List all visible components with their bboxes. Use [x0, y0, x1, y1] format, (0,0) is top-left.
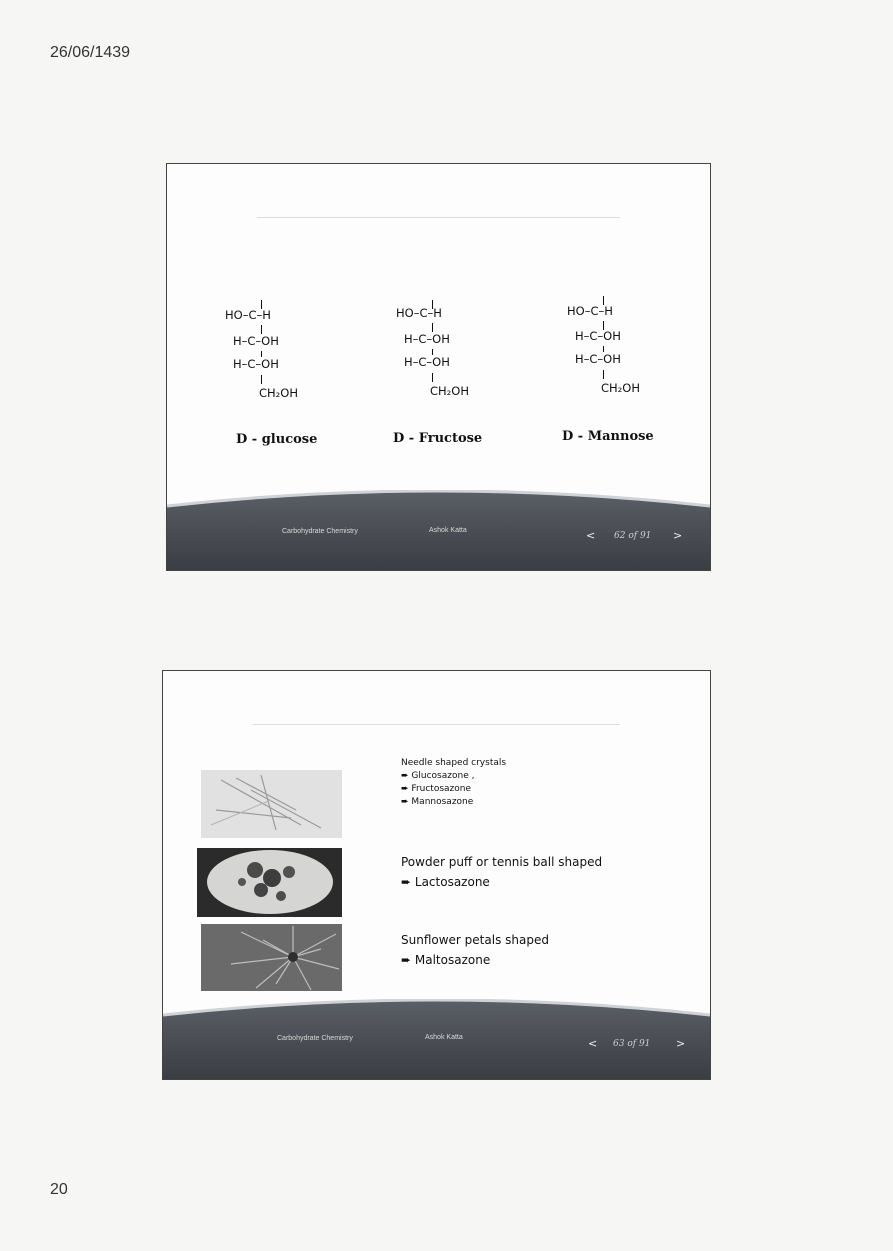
- sunflower-crystals-image: [201, 924, 342, 991]
- structure-label: D - Mannose: [562, 429, 654, 444]
- footer-course-title: Carbohydrate Chemistry: [277, 1035, 353, 1042]
- arrow-right-icon: ➨: [401, 875, 412, 889]
- footer-author: Ashok Katta: [429, 527, 467, 534]
- block-heading: Powder puff or tennis ball shaped: [401, 855, 603, 869]
- slide-footer: [163, 999, 710, 1079]
- structure-d-mannose: [567, 294, 657, 404]
- needle-crystals-image: [201, 770, 342, 838]
- arrow-right-icon: ➨: [401, 953, 412, 967]
- structure-d-glucose: [225, 296, 315, 406]
- osazone-list: [401, 872, 602, 892]
- arrow-right-icon: ➨: [401, 784, 409, 794]
- list-item: ➨ Maltosazone: [401, 950, 549, 970]
- osazone-list: [401, 770, 506, 809]
- next-slide-button[interactable]: >: [673, 529, 683, 542]
- block-heading: Needle shaped crystals: [401, 758, 507, 768]
- osazone-list: [401, 950, 549, 970]
- footer-course-title: Carbohydrate Chemistry: [282, 528, 358, 535]
- structure-row: CH₂OH: [430, 384, 469, 398]
- sunflower-block: [401, 930, 549, 970]
- structure-row: HO–C–H: [567, 304, 613, 318]
- next-slide-button[interactable]: >: [676, 1037, 686, 1050]
- structure-row: H–C–OH: [575, 329, 621, 343]
- structure-row: H–C–OH: [233, 357, 279, 371]
- slide-62: [166, 163, 711, 571]
- arrow-right-icon: ➨: [401, 771, 409, 781]
- structure-d-fructose: [396, 296, 486, 406]
- structure-row: H–C–OH: [404, 355, 450, 369]
- page-date: 26/06/1439: [50, 44, 131, 61]
- list-item: ➨ Glucosazone ,: [401, 771, 475, 781]
- structure-row: CH₂OH: [259, 386, 298, 400]
- structure-row: CH₂OH: [601, 381, 640, 395]
- structure-row: HO–C–H: [225, 308, 271, 322]
- arrow-right-icon: ➨: [401, 797, 409, 807]
- structure-row: H–C–OH: [233, 334, 279, 348]
- list-item: ➨ Fructosazone: [401, 784, 472, 794]
- structure-row: H–C–OH: [404, 332, 450, 346]
- structure-row: H–C–OH: [575, 352, 621, 366]
- prev-slide-button[interactable]: <: [588, 1037, 598, 1050]
- powder-puff-crystals-image: [197, 848, 342, 917]
- slide-footer: [167, 490, 710, 570]
- list-item: ➨ Lactosazone: [401, 872, 602, 892]
- footer-author: Ashok Katta: [425, 1034, 463, 1041]
- structure-label: D - glucose: [236, 432, 318, 447]
- structure-label: D - Fructose: [393, 431, 483, 446]
- page-number: 20: [50, 1181, 68, 1198]
- slide-counter: 62 of 91: [614, 531, 652, 541]
- slide-title-divider: [253, 724, 620, 725]
- prev-slide-button[interactable]: <: [586, 529, 596, 542]
- needle-crystals-block: [401, 757, 506, 809]
- slide-title-divider: [257, 217, 620, 218]
- block-heading: Sunflower petals shaped: [401, 933, 549, 947]
- slide-63: [162, 670, 711, 1080]
- slide-counter: 63 of 91: [613, 1039, 651, 1049]
- structure-row: HO–C–H: [396, 306, 442, 320]
- powder-puff-block: [401, 852, 602, 892]
- list-item: ➨ Mannosazone: [401, 797, 474, 807]
